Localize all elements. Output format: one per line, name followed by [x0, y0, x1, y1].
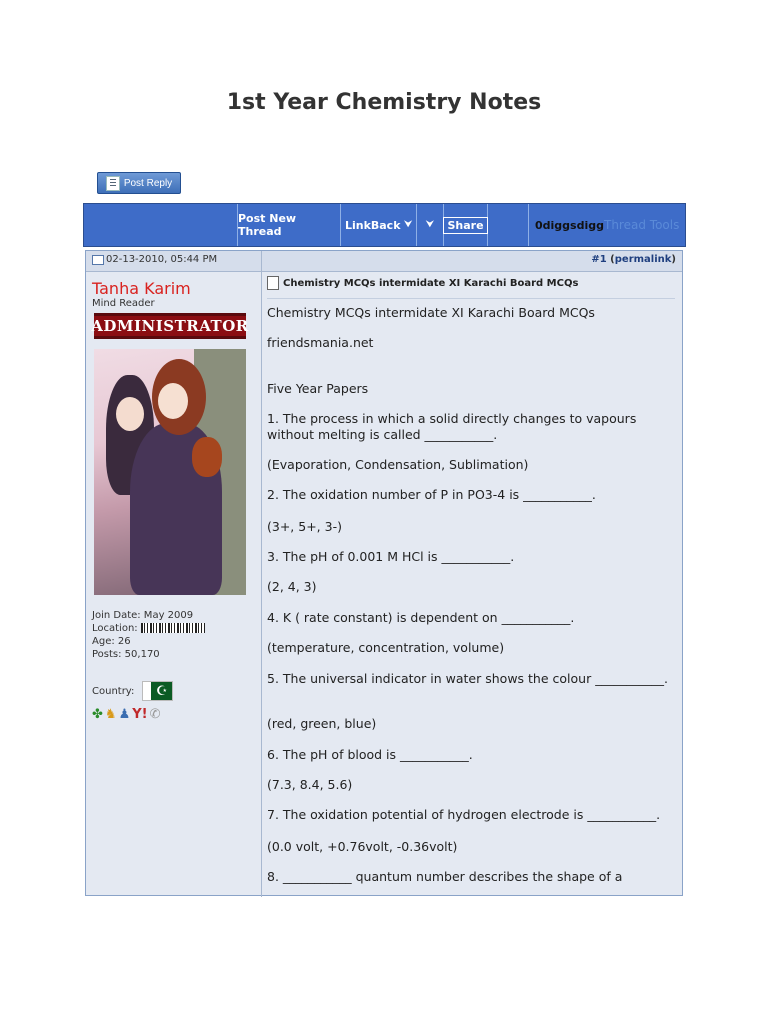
location [92, 622, 205, 635]
post-line: 6. The pH of blood is ___________. [267, 747, 473, 762]
user-stats [92, 609, 205, 661]
location-barcode-image [141, 623, 205, 633]
post-line: (2, 4, 3) [267, 579, 317, 594]
post-date-text: 02-13-2010, 05:44 PM [106, 254, 218, 265]
im-icons [92, 707, 160, 722]
post-line: (red, green, blue) [267, 716, 377, 731]
post-line: 8. ___________ quantum number describes the shape of a [267, 869, 623, 884]
post-subject [267, 273, 675, 299]
post-date [92, 254, 217, 265]
location-label: Location: [92, 623, 138, 634]
thread-toolbar [83, 203, 686, 247]
post-header [86, 251, 682, 272]
linkback-menu[interactable] [341, 204, 417, 246]
share-button[interactable] [444, 204, 488, 246]
post-line: (Evaporation, Condensation, Sublimation) [267, 457, 529, 472]
avatar [94, 349, 246, 595]
post-line: 2. The oxidation number of P in PO3-4 is ___________. [267, 487, 596, 502]
post-reply-icon [106, 176, 120, 191]
post-number-link[interactable]: #1 [591, 254, 607, 265]
post-line: 3. The pH of 0.001 M HCl is ___________. [267, 549, 515, 564]
post-subject-icon [267, 276, 279, 290]
msn-icon[interactable]: ♟ [118, 707, 131, 722]
post-container [85, 250, 683, 896]
post-subject-text: Chemistry MCQs intermidate XI Karachi Board MCQs [283, 277, 579, 289]
post-reply-button[interactable] [97, 172, 181, 194]
yahoo-icon[interactable]: Y! [132, 707, 148, 722]
toolbar-dropdown[interactable] [417, 204, 444, 246]
user-title: Mind Reader [92, 298, 155, 309]
post-new-thread-button[interactable]: Post New Thread [238, 204, 341, 246]
digg-button[interactable]: 0diggsdigg [535, 218, 604, 232]
toolbar-spacer-2 [488, 204, 529, 246]
permalink-link[interactable]: permalink [614, 254, 672, 265]
age: Age: 26 [92, 636, 131, 647]
thread-tools-menu[interactable]: Thread Tools [604, 218, 680, 232]
aim-icon[interactable]: ♞ [104, 707, 117, 722]
post-reply-label: Post Reply [123, 177, 173, 189]
skype-icon[interactable]: ✆ [149, 707, 161, 722]
username-link[interactable]: Tanha Karim [92, 279, 191, 298]
join-date: Join Date: May 2009 [92, 610, 194, 621]
clover-icon[interactable]: ✤ [92, 707, 103, 722]
post-body [267, 273, 675, 884]
page-title: 1st Year Chemistry Notes [226, 90, 542, 115]
post-line: (7.3, 8.4, 5.6) [267, 777, 353, 792]
column-divider [261, 251, 262, 897]
toolbar-spacer [84, 204, 238, 246]
pakistan-flag-icon: ☪ [142, 681, 173, 701]
chevron-down-icon: ⮟ [426, 220, 434, 230]
toolbar-digg-area [529, 204, 685, 246]
rank-banner: ADMINISTRATOR [94, 313, 246, 339]
post-line: 1. The process in which a solid directly changes to vapours without melting is called ___________. [267, 411, 637, 442]
country [92, 681, 173, 701]
post-line: (3+, 5+, 3-) [267, 519, 342, 534]
post-line: 4. K ( rate constant) is dependent on ___________. [267, 610, 575, 625]
post-line: Five Year Papers [267, 381, 369, 396]
post-number: #1 (permalink) [591, 254, 676, 265]
post-line: 5. The universal indicator in water shows the colour ___________. [267, 671, 668, 686]
post-line: friendsmania.net [267, 335, 374, 350]
post-count: Posts: 50,170 [92, 649, 160, 660]
post-line: (temperature, concentration, volume) [267, 640, 505, 655]
country-label: Country: [92, 685, 135, 697]
post-line: (0.0 volt, +0.76volt, -0.36volt) [267, 839, 458, 854]
post-line: Chemistry MCQs intermidate XI Karachi Board MCQs [267, 305, 595, 320]
chevron-down-icon: ⮟ [404, 220, 413, 230]
post-line: 7. The oxidation potential of hydrogen electrode is ___________. [267, 807, 661, 822]
post-icon [92, 255, 104, 265]
share-label: Share [443, 217, 487, 234]
linkback-label: LinkBack [344, 218, 401, 232]
